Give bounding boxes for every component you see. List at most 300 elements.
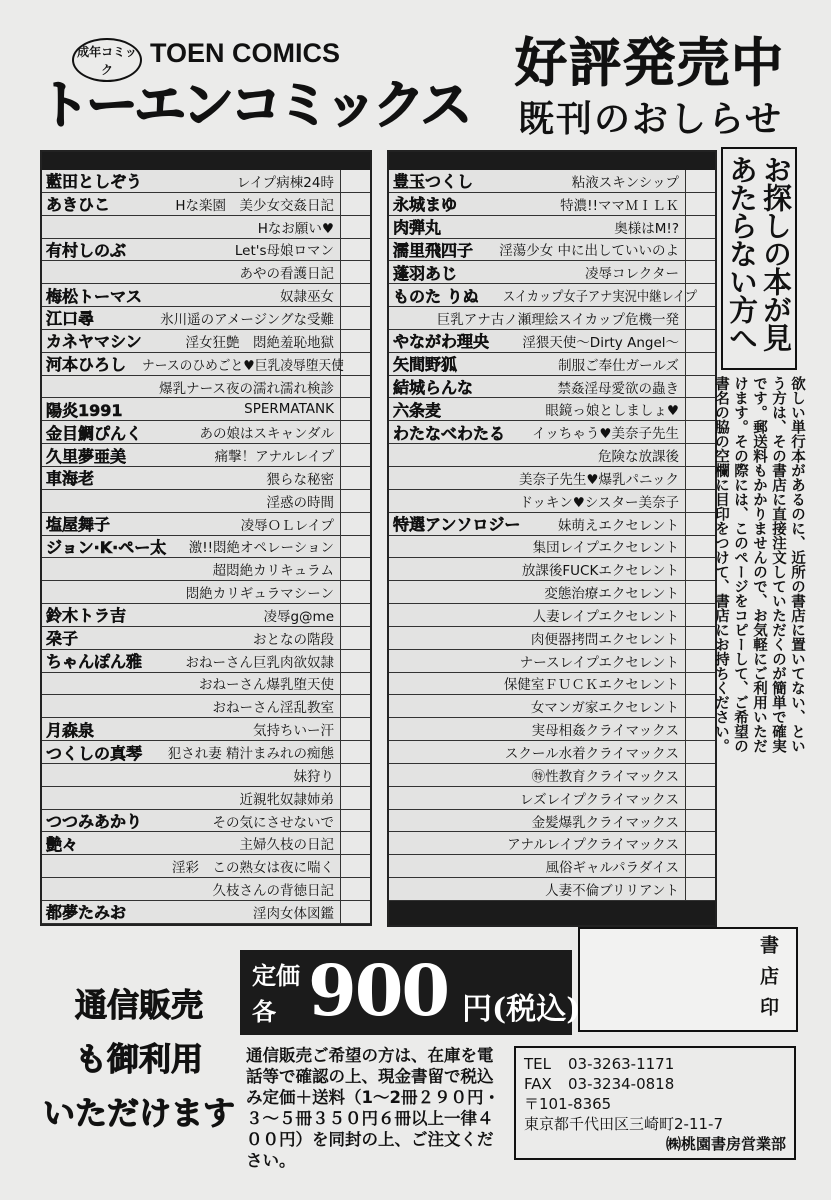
book-title-cell <box>50 377 340 397</box>
checkmark-box[interactable] <box>685 604 715 626</box>
book-title-cell <box>493 331 685 351</box>
book-title: 凌辱ＯＬレイプ <box>240 517 334 534</box>
book-title-cell <box>397 673 685 693</box>
checkmark-box[interactable] <box>340 650 370 672</box>
author-name: わたなべわたる <box>393 423 506 443</box>
book-title-cell <box>477 239 685 259</box>
checkmark-box[interactable] <box>340 193 370 215</box>
book-title-cell <box>50 765 340 785</box>
book-row <box>42 604 370 627</box>
book-row <box>389 695 715 718</box>
book-row <box>42 330 370 353</box>
checkmark-box[interactable] <box>685 855 715 877</box>
book-title: 変態治療エクセレント <box>544 586 679 603</box>
book-row <box>42 216 370 239</box>
checkmark-box[interactable] <box>340 261 370 283</box>
book-row <box>389 878 715 901</box>
book-title-cell <box>82 628 340 648</box>
postal-code: 〒101-8365 <box>524 1095 612 1113</box>
checkmark-box[interactable] <box>340 330 370 352</box>
book-row <box>389 490 715 513</box>
book-title-cell <box>146 742 340 762</box>
book-title: 爆乳ナース夜の濡れ濡れ検診 <box>159 380 334 397</box>
book-title-cell <box>50 559 340 579</box>
book-title: 集団レイプエクセレント <box>532 540 679 557</box>
book-title: 淫蕩少女 中に出していいのよ <box>499 243 679 260</box>
book-row <box>389 330 715 353</box>
checkmark-box[interactable] <box>340 558 370 580</box>
checkmark-box[interactable] <box>340 216 370 238</box>
book-title: 人妻レイプエクセレント <box>532 608 679 625</box>
book-row <box>389 832 715 855</box>
book-title: 人妻不倫ブリリアント <box>545 883 679 900</box>
author-name: 特選アンソロジー <box>393 515 521 535</box>
book-row <box>389 353 715 376</box>
book-title-cell <box>130 354 344 374</box>
author-name: ちゃんぽん雅 <box>46 652 143 672</box>
book-title-cell <box>397 628 685 648</box>
book-row <box>42 421 370 444</box>
book-title: 主婦久枝の日記 <box>239 837 334 854</box>
checkmark-box[interactable] <box>340 787 370 809</box>
checkmark-box[interactable] <box>340 718 370 740</box>
book-title-cell <box>397 788 685 808</box>
book-title: 女マンガ家エクセレント <box>530 700 679 717</box>
book-title: Hな楽園 美少女交姦日記 <box>175 197 334 214</box>
checkmark-box[interactable] <box>685 536 715 558</box>
checkmark-box[interactable] <box>340 239 370 261</box>
book-row <box>42 261 370 284</box>
book-title: レイプ病棟24時 <box>236 174 334 191</box>
checkmark-box[interactable] <box>685 216 715 238</box>
checkmark-box[interactable] <box>685 741 715 763</box>
book-title-cell <box>114 194 340 214</box>
book-row <box>42 878 370 901</box>
checkmark-box[interactable] <box>340 398 370 420</box>
book-title: 禁姦淫母愛欲の蟲き <box>557 380 679 397</box>
book-title: 巨乳アナ古ノ瀬理絵スイカップ危機一発 <box>436 311 679 328</box>
author-name: あきひこ <box>46 195 111 215</box>
book-title: Hなお願い♥ <box>257 220 334 237</box>
book-title: その気にさせないで <box>212 814 334 831</box>
left-book-list <box>40 150 372 926</box>
checkmark-box[interactable] <box>340 170 370 192</box>
checkmark-box[interactable] <box>685 650 715 672</box>
price-each: 各 <box>252 998 276 1026</box>
book-row <box>42 832 370 855</box>
book-row <box>389 558 715 581</box>
author-name: 久里夢亜美 <box>46 446 127 466</box>
book-row <box>389 398 715 421</box>
book-title: 実母相姦クライマックス <box>531 723 679 740</box>
book-title: ナースレイプエクセレント <box>519 654 679 671</box>
checkmark-box[interactable] <box>340 444 370 466</box>
book-row <box>42 901 370 924</box>
book-title-cell <box>146 651 340 671</box>
author-name: つくしの真琴 <box>46 743 143 763</box>
book-title: イッちゃう♥美奈子先生 <box>532 426 679 443</box>
book-row <box>42 695 370 718</box>
book-title: 激!!悶絶オペレーション <box>188 540 334 557</box>
book-title-cell <box>130 239 340 259</box>
book-title: 近親牝奴隷姉弟 <box>239 791 334 808</box>
list-header-bar <box>389 152 715 170</box>
author-name: 濡里飛四子 <box>393 240 474 260</box>
book-row <box>42 810 370 833</box>
book-title: スクール水着クライマックス <box>504 746 679 763</box>
book-title: Let's母娘ロマン <box>234 243 334 260</box>
checkmark-box[interactable] <box>685 718 715 740</box>
checkmark-box[interactable] <box>340 513 370 535</box>
book-title-cell <box>483 285 697 306</box>
book-title: あの娘はスキャンダル <box>199 426 334 443</box>
book-title: 淫彩 この熟女は夜に喘く <box>172 860 334 877</box>
book-title-cell <box>397 719 685 739</box>
author-name: ものた りぬ <box>393 286 479 306</box>
checkmark-box[interactable] <box>340 376 370 398</box>
book-title: スイカップ女子アナ実況中継レイプ <box>502 289 697 306</box>
book-title-cell <box>445 217 685 237</box>
book-row <box>389 307 715 330</box>
author-name: 梅松トーマス <box>46 286 143 306</box>
checkmark-box[interactable] <box>685 787 715 809</box>
checkmark-box[interactable] <box>685 627 715 649</box>
book-title: 凌辱g@me <box>263 608 334 625</box>
checkmark-box[interactable] <box>685 673 715 695</box>
checkmark-box[interactable] <box>685 353 715 375</box>
book-row <box>42 353 370 376</box>
checkmark-box[interactable] <box>685 695 715 717</box>
checkmark-box[interactable] <box>685 810 715 832</box>
book-row <box>42 855 370 878</box>
book-title-cell <box>397 856 685 876</box>
book-title: 制服ご奉仕ガールズ <box>558 357 679 374</box>
mail-order-note: 通信販売ご希望の方は、在庫を電話等で確認の上、現金書留で税込み定価＋送料（1～2冊２９０円・３～５冊３５０円６冊以上一律４００円）を同封の上、ご注文ください。 <box>246 1046 500 1170</box>
book-title-cell <box>397 879 685 899</box>
fax-label: FAX <box>524 1075 552 1093</box>
checkmark-box[interactable] <box>340 467 370 489</box>
price-amount: 900 <box>308 949 449 1032</box>
checkmark-box[interactable] <box>340 604 370 626</box>
book-title: 美奈子先生♥爆乳パニック <box>518 471 679 488</box>
book-title: ナースのひめごと♥巨乳凌辱堕天使 <box>141 357 344 374</box>
now-on-sale-heading: 好評発売中 <box>515 34 786 94</box>
book-row <box>389 810 715 833</box>
mail-order-heading <box>36 978 242 1140</box>
author-name: 永城まゆ <box>393 195 458 215</box>
book-title: 金髪爆乳クライマックス <box>531 814 679 831</box>
address: 東京都千代田区三崎町2-11-7 <box>524 1115 724 1133</box>
checkmark-box[interactable] <box>685 421 715 443</box>
author-name: 矢間野狐 <box>393 355 458 375</box>
author-name: 藍田としぞう <box>46 172 143 192</box>
mail-line: 通信販売 <box>74 986 203 1024</box>
book-title: おねーさん爆乳堕天使 <box>199 677 334 694</box>
author-name: 金目鯛ぴんく <box>46 423 143 443</box>
book-title-cell <box>50 582 340 602</box>
book-title: 放課後FUCKエクセレント <box>521 563 679 580</box>
cant-find-heading: お探しの本が見あたらない方へ <box>721 147 797 370</box>
book-row <box>389 627 715 650</box>
book-row <box>389 467 715 490</box>
stamp-label: 書店印 <box>757 935 779 1028</box>
book-title-cell <box>127 401 340 417</box>
author-name: 朶子 <box>46 629 79 649</box>
book-title: 風俗ギャルパラダイス <box>545 860 679 877</box>
book-title-cell <box>170 536 340 556</box>
checkmark-box[interactable] <box>340 490 370 512</box>
checkmark-box[interactable] <box>685 581 715 603</box>
book-row <box>42 513 370 536</box>
book-title: 保健室ＦＵＣＫエクセレント <box>503 677 679 694</box>
book-title: おねーさん淫乱教室 <box>212 700 334 717</box>
book-title-cell <box>98 308 340 328</box>
book-row <box>389 193 715 216</box>
book-title-cell <box>114 514 340 534</box>
checkmark-box[interactable] <box>685 558 715 580</box>
book-title-cell <box>146 285 340 305</box>
author-name: 肉弾丸 <box>393 218 442 238</box>
book-title: 危険な放課後 <box>598 449 679 466</box>
book-row <box>389 284 715 307</box>
checkmark-box[interactable] <box>340 695 370 717</box>
checkmark-box[interactable] <box>340 421 370 443</box>
book-title-cell <box>397 833 685 853</box>
book-title-cell <box>397 696 685 716</box>
book-title-cell <box>477 377 685 397</box>
book-row <box>42 444 370 467</box>
book-row <box>389 855 715 878</box>
book-title-cell <box>397 308 685 328</box>
book-row <box>42 558 370 581</box>
mail-line: いただけます <box>42 1094 235 1132</box>
book-row <box>389 261 715 284</box>
book-title-cell <box>397 811 685 831</box>
book-title: 超悶絶カリキュラム <box>212 563 334 580</box>
book-row <box>42 376 370 399</box>
price-unit: 円(税込) <box>462 992 581 1027</box>
checkmark-box[interactable] <box>685 444 715 466</box>
book-row <box>42 490 370 513</box>
author-name: 六条麦 <box>393 400 442 420</box>
book-title: 妹萌えエクセレント <box>557 517 679 534</box>
checkmark-box[interactable] <box>340 581 370 603</box>
checkmark-box[interactable] <box>340 855 370 877</box>
book-row <box>42 741 370 764</box>
book-title-cell <box>50 696 340 716</box>
book-title-cell <box>397 742 685 762</box>
book-title: 粘液スキンシップ <box>571 174 679 191</box>
author-name: 陽炎1991 <box>46 400 123 420</box>
book-row <box>389 376 715 399</box>
author-name: 塩屋舞子 <box>46 515 111 535</box>
book-title-cell <box>98 468 340 488</box>
book-row <box>42 307 370 330</box>
checkmark-box[interactable] <box>340 741 370 763</box>
adult-comic-badge: 成年コミック <box>72 38 142 82</box>
book-title-cell <box>146 171 340 191</box>
order-instructions: 欲しい単行本があるのに、近所の書店に置いてない、という方は、その書店に直接注文していただくのが簡単で確実です。郵送料もかかりませんので、お気軽にご利用いただけます。その際には、このページをコピーして、ご希望の書名の脇の空欄に目印をつけて、書店にお持ちください。 <box>713 376 806 753</box>
checkmark-box[interactable] <box>685 307 715 329</box>
book-row <box>42 673 370 696</box>
book-title: おねーさん巨乳肉欲奴隷 <box>185 654 334 671</box>
book-title: 淫女狂艶 悶絶羞恥地獄 <box>185 334 334 351</box>
book-row <box>389 216 715 239</box>
book-row <box>389 170 715 193</box>
book-title-cell <box>397 491 685 511</box>
book-row <box>42 467 370 490</box>
author-name: ジョン·K·ペー太 <box>46 537 167 557</box>
checkmark-box[interactable] <box>340 284 370 306</box>
checkmark-box[interactable] <box>340 307 370 329</box>
book-title-cell <box>397 765 685 785</box>
book-title-cell <box>524 514 685 534</box>
backlist-subtitle: 既刊のおしらせ <box>518 98 783 140</box>
checkmark-box[interactable] <box>685 261 715 283</box>
book-row <box>42 398 370 421</box>
book-title-cell <box>397 536 685 556</box>
checkmark-box[interactable] <box>685 490 715 512</box>
book-title: あやの看護日記 <box>239 266 334 283</box>
book-title-cell <box>50 491 340 511</box>
book-title: 悶絶カリギュラマシーン <box>185 586 334 603</box>
author-name: 結城らんな <box>393 378 474 398</box>
author-name: つつみあかり <box>46 812 143 832</box>
author-name: 鈴木トラ吉 <box>46 606 127 626</box>
book-title-cell <box>461 194 685 214</box>
book-title-cell <box>130 902 340 922</box>
label-title-en: TOEN COMICS <box>150 38 341 68</box>
checkmark-box[interactable] <box>685 467 715 489</box>
book-row <box>42 764 370 787</box>
book-title: 妹狩り <box>293 768 334 785</box>
book-title: おとなの階段 <box>253 631 334 648</box>
book-title: 淫惑の時間 <box>266 494 334 511</box>
book-row <box>389 444 715 467</box>
book-row <box>389 718 715 741</box>
book-title: 眼鏡っ娘としましょ♥ <box>545 403 679 420</box>
book-title: 奥様はM!? <box>614 220 679 237</box>
list-footer-bar <box>389 901 715 925</box>
book-title-cell <box>477 171 685 191</box>
book-row <box>389 581 715 604</box>
book-title-cell <box>146 811 340 831</box>
book-title-cell <box>50 856 340 876</box>
book-row <box>42 170 370 193</box>
checkmark-box[interactable] <box>340 810 370 832</box>
checkmark-box[interactable] <box>340 764 370 786</box>
bookstore-stamp-box <box>578 927 798 1032</box>
company-name: ㈱桃園書房営業部 <box>665 1135 786 1153</box>
book-title: 氷川遥のアメージングな受難 <box>160 311 334 328</box>
book-title: 凌辱コレクター <box>585 266 679 283</box>
book-title-cell <box>50 879 340 899</box>
book-row <box>389 239 715 262</box>
book-title-cell <box>397 445 685 465</box>
book-title-cell <box>397 582 685 602</box>
book-row <box>42 536 370 559</box>
book-title: 特濃!!ママＭＩＬＫ <box>560 197 679 214</box>
book-row <box>389 787 715 810</box>
book-title: アナルレイプクライマックス <box>507 837 679 854</box>
price-label: 定価 <box>252 962 300 990</box>
book-title: 肉便器拷問エクセレント <box>530 631 679 648</box>
checkmark-box[interactable] <box>685 832 715 854</box>
book-title-cell <box>509 422 685 442</box>
author-name: 艶々 <box>46 834 79 854</box>
book-row <box>42 718 370 741</box>
author-name: カネヤマシン <box>46 332 142 352</box>
author-name: 豊玉つくし <box>393 172 474 192</box>
book-title: 猥らな秘密 <box>266 471 334 488</box>
book-title: 奴隷巫女 <box>280 289 334 306</box>
book-title: ドッキン♥シスター美奈子 <box>519 494 679 511</box>
checkmark-box[interactable] <box>685 330 715 352</box>
checkmark-box[interactable] <box>685 239 715 261</box>
book-row <box>389 604 715 627</box>
book-title: 気持ちいー汗 <box>253 723 334 740</box>
book-title: ㊕性教育クライマックス <box>531 768 679 785</box>
author-name: 江口尋 <box>46 309 95 329</box>
checkmark-box[interactable] <box>340 353 370 375</box>
book-title: 痛撃！アナルレイプ <box>214 449 334 466</box>
author-name: 都夢たみお <box>46 903 127 923</box>
book-row <box>42 787 370 810</box>
fax-number: 03-3234-0818 <box>568 1075 675 1093</box>
author-name: 河本ひろし <box>46 355 127 375</box>
checkmark-box[interactable] <box>685 764 715 786</box>
checkmark-box[interactable] <box>685 170 715 192</box>
book-title: 淫猥天使～Dirty Angel～ <box>522 334 679 351</box>
author-name: やながわ理央 <box>393 332 490 352</box>
book-title-cell <box>146 422 340 442</box>
checkmark-box[interactable] <box>685 398 715 420</box>
book-title: 淫肉女体図鑑 <box>253 905 334 922</box>
checkmark-box[interactable] <box>340 832 370 854</box>
book-title-cell <box>50 262 340 282</box>
book-title-cell <box>82 833 340 853</box>
checkmark-box[interactable] <box>685 513 715 535</box>
book-row <box>389 741 715 764</box>
book-title-cell <box>50 217 340 237</box>
book-row <box>42 284 370 307</box>
book-title-cell <box>461 354 685 374</box>
book-title-cell <box>461 262 685 282</box>
book-row <box>42 193 370 216</box>
checkmark-box[interactable] <box>685 878 715 900</box>
book-title: SPERMATANK <box>244 401 334 418</box>
checkmark-box[interactable] <box>685 193 715 215</box>
checkmark-box[interactable] <box>685 376 715 398</box>
book-title-cell <box>445 399 685 419</box>
checkmark-box[interactable] <box>340 901 370 923</box>
book-row <box>42 627 370 650</box>
book-title-cell <box>98 719 340 739</box>
checkmark-box[interactable] <box>340 878 370 900</box>
book-row <box>42 581 370 604</box>
book-row <box>389 764 715 787</box>
checkmark-box[interactable] <box>340 673 370 695</box>
checkmark-box[interactable] <box>340 536 370 558</box>
checkmark-box[interactable] <box>340 627 370 649</box>
book-title-cell <box>397 605 685 625</box>
book-title: レズレイプクライマックス <box>519 791 679 808</box>
book-row <box>42 650 370 673</box>
tel-label: TEL <box>524 1055 551 1073</box>
contact-box <box>514 1046 796 1160</box>
book-row <box>389 673 715 696</box>
book-title-cell <box>50 673 340 693</box>
